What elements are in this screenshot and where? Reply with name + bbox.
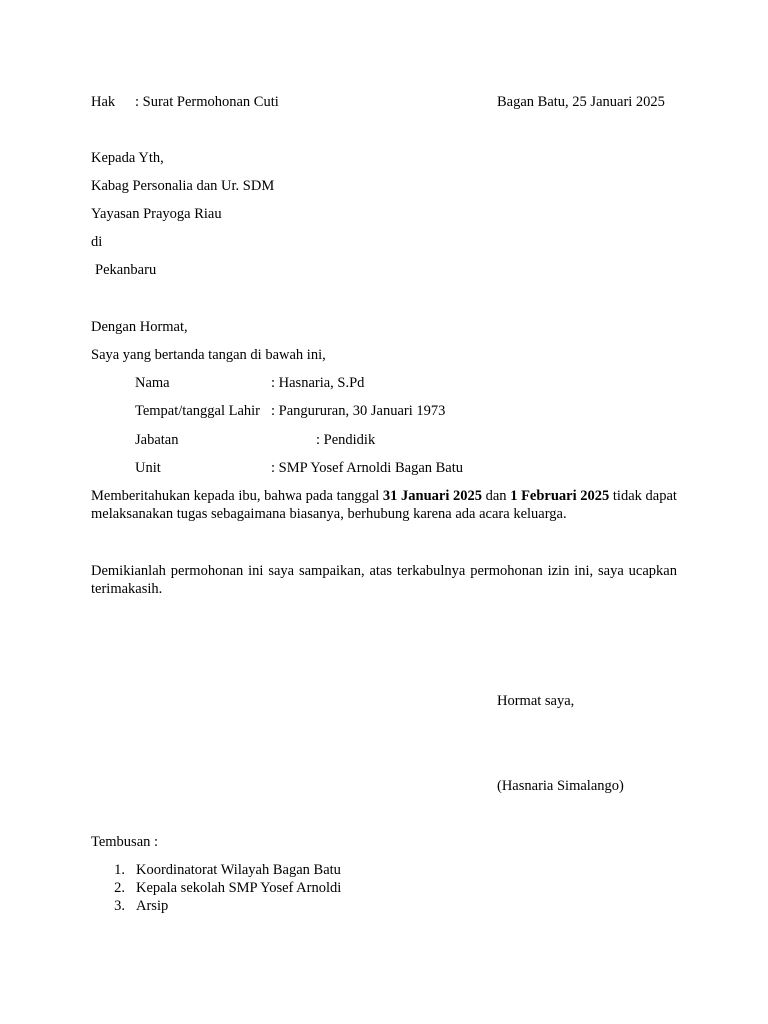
identity-label-name: Nama [135,375,170,391]
identity-label-position: Jabatan [135,432,179,448]
identity-value-unit: : SMP Yosef Arnoldi Bagan Batu [271,460,464,476]
body-text-1b: dan [482,488,511,504]
identity-value-position: : Pendidik [316,432,376,448]
cc-item-number: 3. [114,898,125,914]
recipient-line-4: di [91,234,103,250]
body-text-1c: tidak dapat melaksanakan tugas sebagaimana biasanya, berhubung karena ada acara keluarga. [91,488,677,522]
recipient-line-2: Kabag Personalia dan Ur. SDM [91,178,275,194]
cc-item-text: Koordinatorat Wilayah Bagan Batu [136,862,341,878]
cc-item-text: Arsip [136,898,169,914]
cc-title: Tembusan : [91,834,159,850]
salutation: Dengan Hormat, [91,319,188,335]
recipient-line-1: Kepada Yth, [91,150,164,166]
cc-item-number: 1. [114,862,125,878]
hal-value: : Surat Permohonan Cuti [135,94,279,110]
identity-label-unit: Unit [135,460,161,476]
identity-label-birth: Tempat/tanggal Lahir [135,403,261,419]
body-paragraph-1 [91,487,677,523]
cc-item-number: 2. [114,880,125,896]
place-date: Bagan Batu, 25 Januari 2025 [497,94,665,110]
closing-regards: Hormat saya, [497,693,575,709]
identity-value-birth: : Pangururan, 30 Januari 1973 [271,403,446,419]
recipient-line-5: Pekanbaru [95,262,157,278]
signer-name: (Hasnaria Simalango) [497,778,624,794]
leave-date-end: 1 Februari 2025 [510,488,610,504]
leave-date-start: 31 Januari 2025 [382,488,482,504]
cc-item-text: Kepala sekolah SMP Yosef Arnoldi [136,880,342,896]
intro-sentence: Saya yang bertanda tangan di bawah ini, [91,347,326,363]
recipient-line-3: Yayasan Prayoga Riau [91,206,222,222]
body-text-1a: Memberitahukan kepada ibu, bahwa pada tanggal [91,488,383,504]
identity-value-name: : Hasnaria, S.Pd [271,375,365,391]
hal-label: Hak [91,94,116,110]
body-paragraph-2: Demikianlah permohonan ini saya sampaikan, atas terkabulnya permohonan izin ini, saya ucapkan terimakasih. [91,563,677,597]
